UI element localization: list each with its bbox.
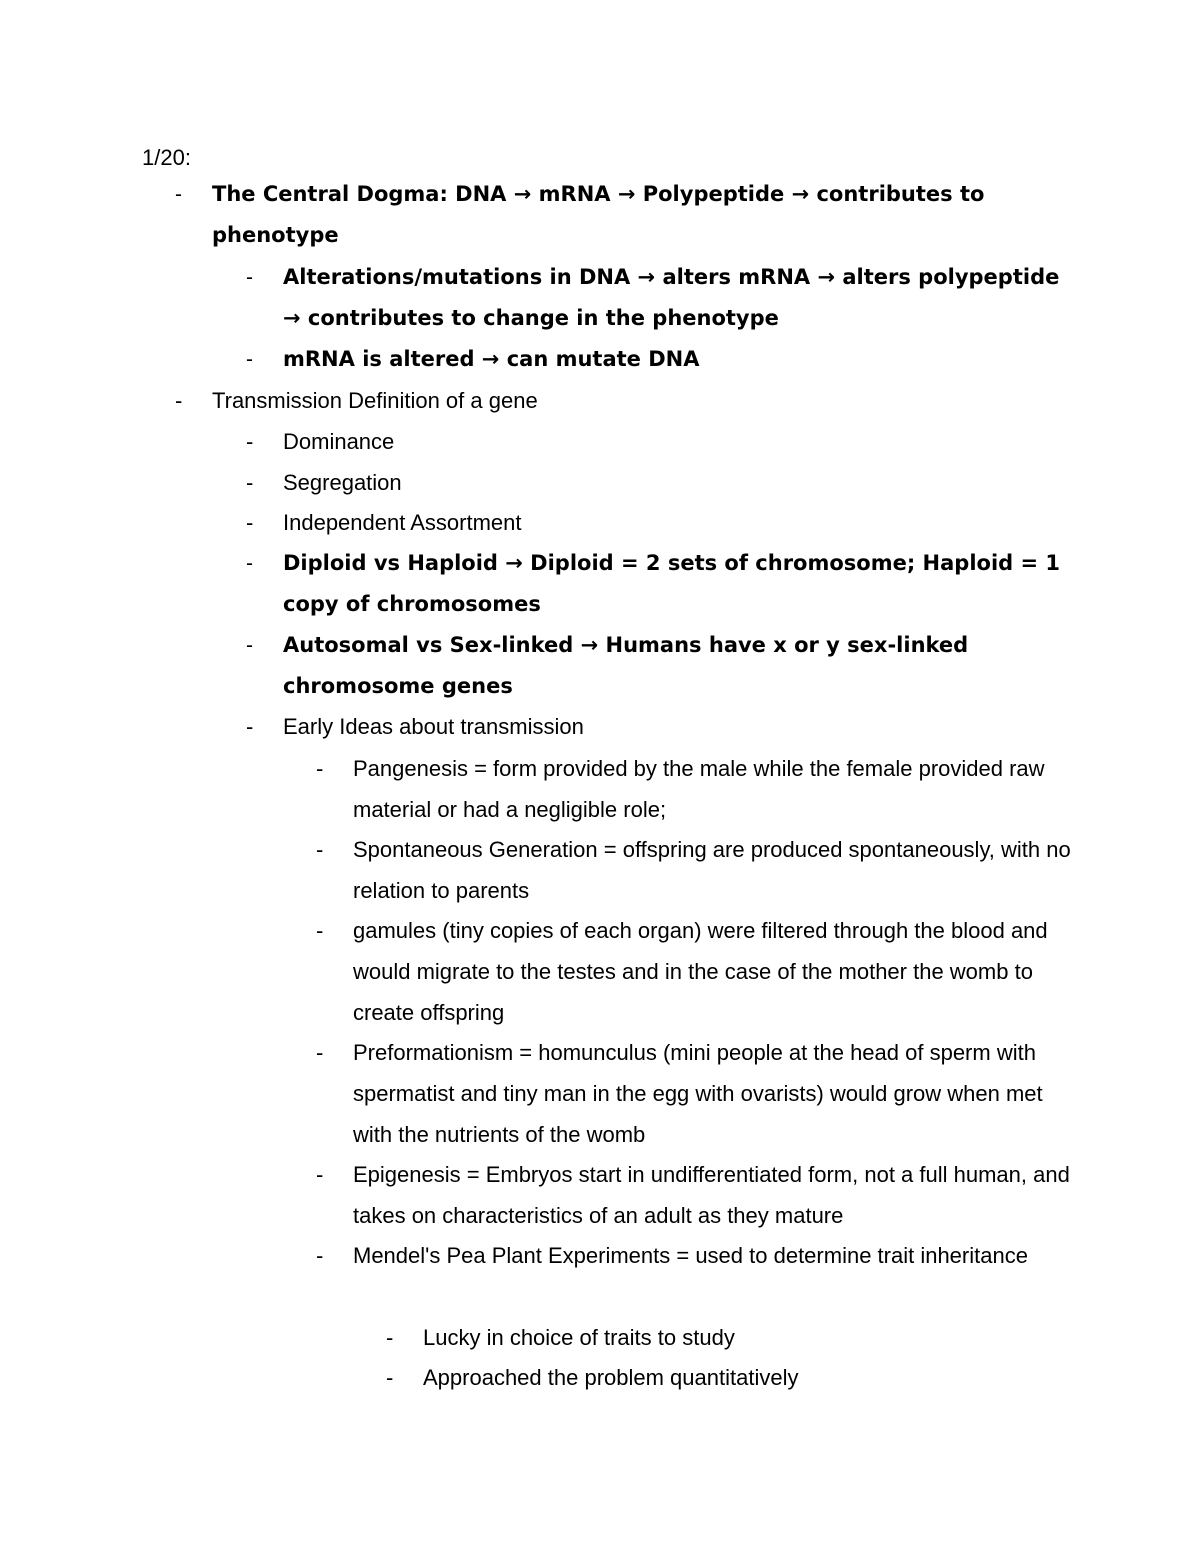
list-item <box>316 1154 1073 1236</box>
bullet-dash: - <box>246 429 254 454</box>
list-item-text: Alterations/mutations in DNA → alters mRNA → alters polypeptide → contributes to change in the phenotype <box>283 265 1060 330</box>
list-item-text: Segregation <box>283 470 402 495</box>
list-item-text: Mendel's Pea Plant Experiments = used to determine trait inheritance <box>353 1243 1028 1268</box>
list-item-text: Dominance <box>283 429 395 454</box>
bullet-dash: - <box>246 266 253 289</box>
list-item <box>246 502 1073 543</box>
list-item <box>316 1235 1073 1276</box>
list-item <box>316 1032 1073 1155</box>
list-item-text: Transmission Definition of a gene <box>212 388 538 413</box>
bullet-dash: - <box>175 388 183 413</box>
bullet-dash: - <box>246 510 254 535</box>
list-item-text: Spontaneous Generation = offspring are produced spontaneously, with no relation to parents <box>353 837 1071 903</box>
bullet-dash: - <box>246 348 253 371</box>
list-item <box>175 380 1072 421</box>
bullet-dash: - <box>246 634 253 657</box>
list-item <box>175 174 1072 256</box>
list-item-text: Preformationism = homunculus (mini people at the head of sperm with spermatist and tiny man in the egg with ovarists) would grow when met with the nutrients of the womb <box>353 1040 1043 1147</box>
bullet-dash: - <box>246 470 254 495</box>
bullet-dash: - <box>316 756 324 781</box>
list-item-text: Lucky in choice of traits to study <box>423 1325 735 1350</box>
list-item <box>386 1357 1073 1398</box>
list-item-text: The Central Dogma: DNA → mRNA → Polypeptide → contributes to phenotype <box>212 182 985 247</box>
bullet-dash: - <box>316 1243 324 1268</box>
list-item-text: Diploid vs Haploid → Diploid = 2 sets of chromosome; Haploid = 1 copy of chromosomes <box>283 551 1061 616</box>
list-item <box>246 462 1073 503</box>
list-item <box>246 339 1073 380</box>
list-item-text: Pangenesis = form provided by the male while the female provided raw material or had a negligible role; <box>353 756 1045 822</box>
list-item <box>246 543 1073 625</box>
list-item <box>246 625 1073 707</box>
bullet-dash: - <box>386 1365 394 1390</box>
bullet-dash: - <box>316 1162 324 1187</box>
list-item-text: Epigenesis = Embryos start in undifferentiated form, not a full human, and takes on characteristics of an adult as they mature <box>353 1162 1070 1228</box>
list-item <box>316 748 1073 830</box>
bullet-dash: - <box>316 1040 324 1065</box>
list-item <box>386 1317 1073 1358</box>
date-heading: 1/20: <box>142 145 191 170</box>
list-item-text: Approached the problem quantitatively <box>423 1365 799 1390</box>
bullet-dash: - <box>246 552 253 575</box>
bullet-dash: - <box>246 714 254 739</box>
list-item <box>246 421 1073 462</box>
bullet-dash: - <box>316 837 324 862</box>
bullet-dash: - <box>316 918 324 943</box>
list-item <box>246 257 1073 339</box>
list-item <box>246 706 1073 747</box>
list-item-text: Early Ideas about transmission <box>283 714 584 739</box>
bullet-dash: - <box>386 1325 394 1350</box>
list-item <box>316 910 1073 1033</box>
bullet-dash: - <box>175 183 182 206</box>
list-item-text: mRNA is altered → can mutate DNA <box>283 347 700 371</box>
list-item-text: gamules (tiny copies of each organ) were filtered through the blood and would migrate to the testes and in the case of the mother the womb to create offspring <box>353 918 1048 1025</box>
list-item <box>316 829 1073 911</box>
list-item-text: Independent Assortment <box>283 510 522 535</box>
list-item-text: Autosomal vs Sex-linked → Humans have x or y sex-linked chromosome genes <box>283 633 969 698</box>
